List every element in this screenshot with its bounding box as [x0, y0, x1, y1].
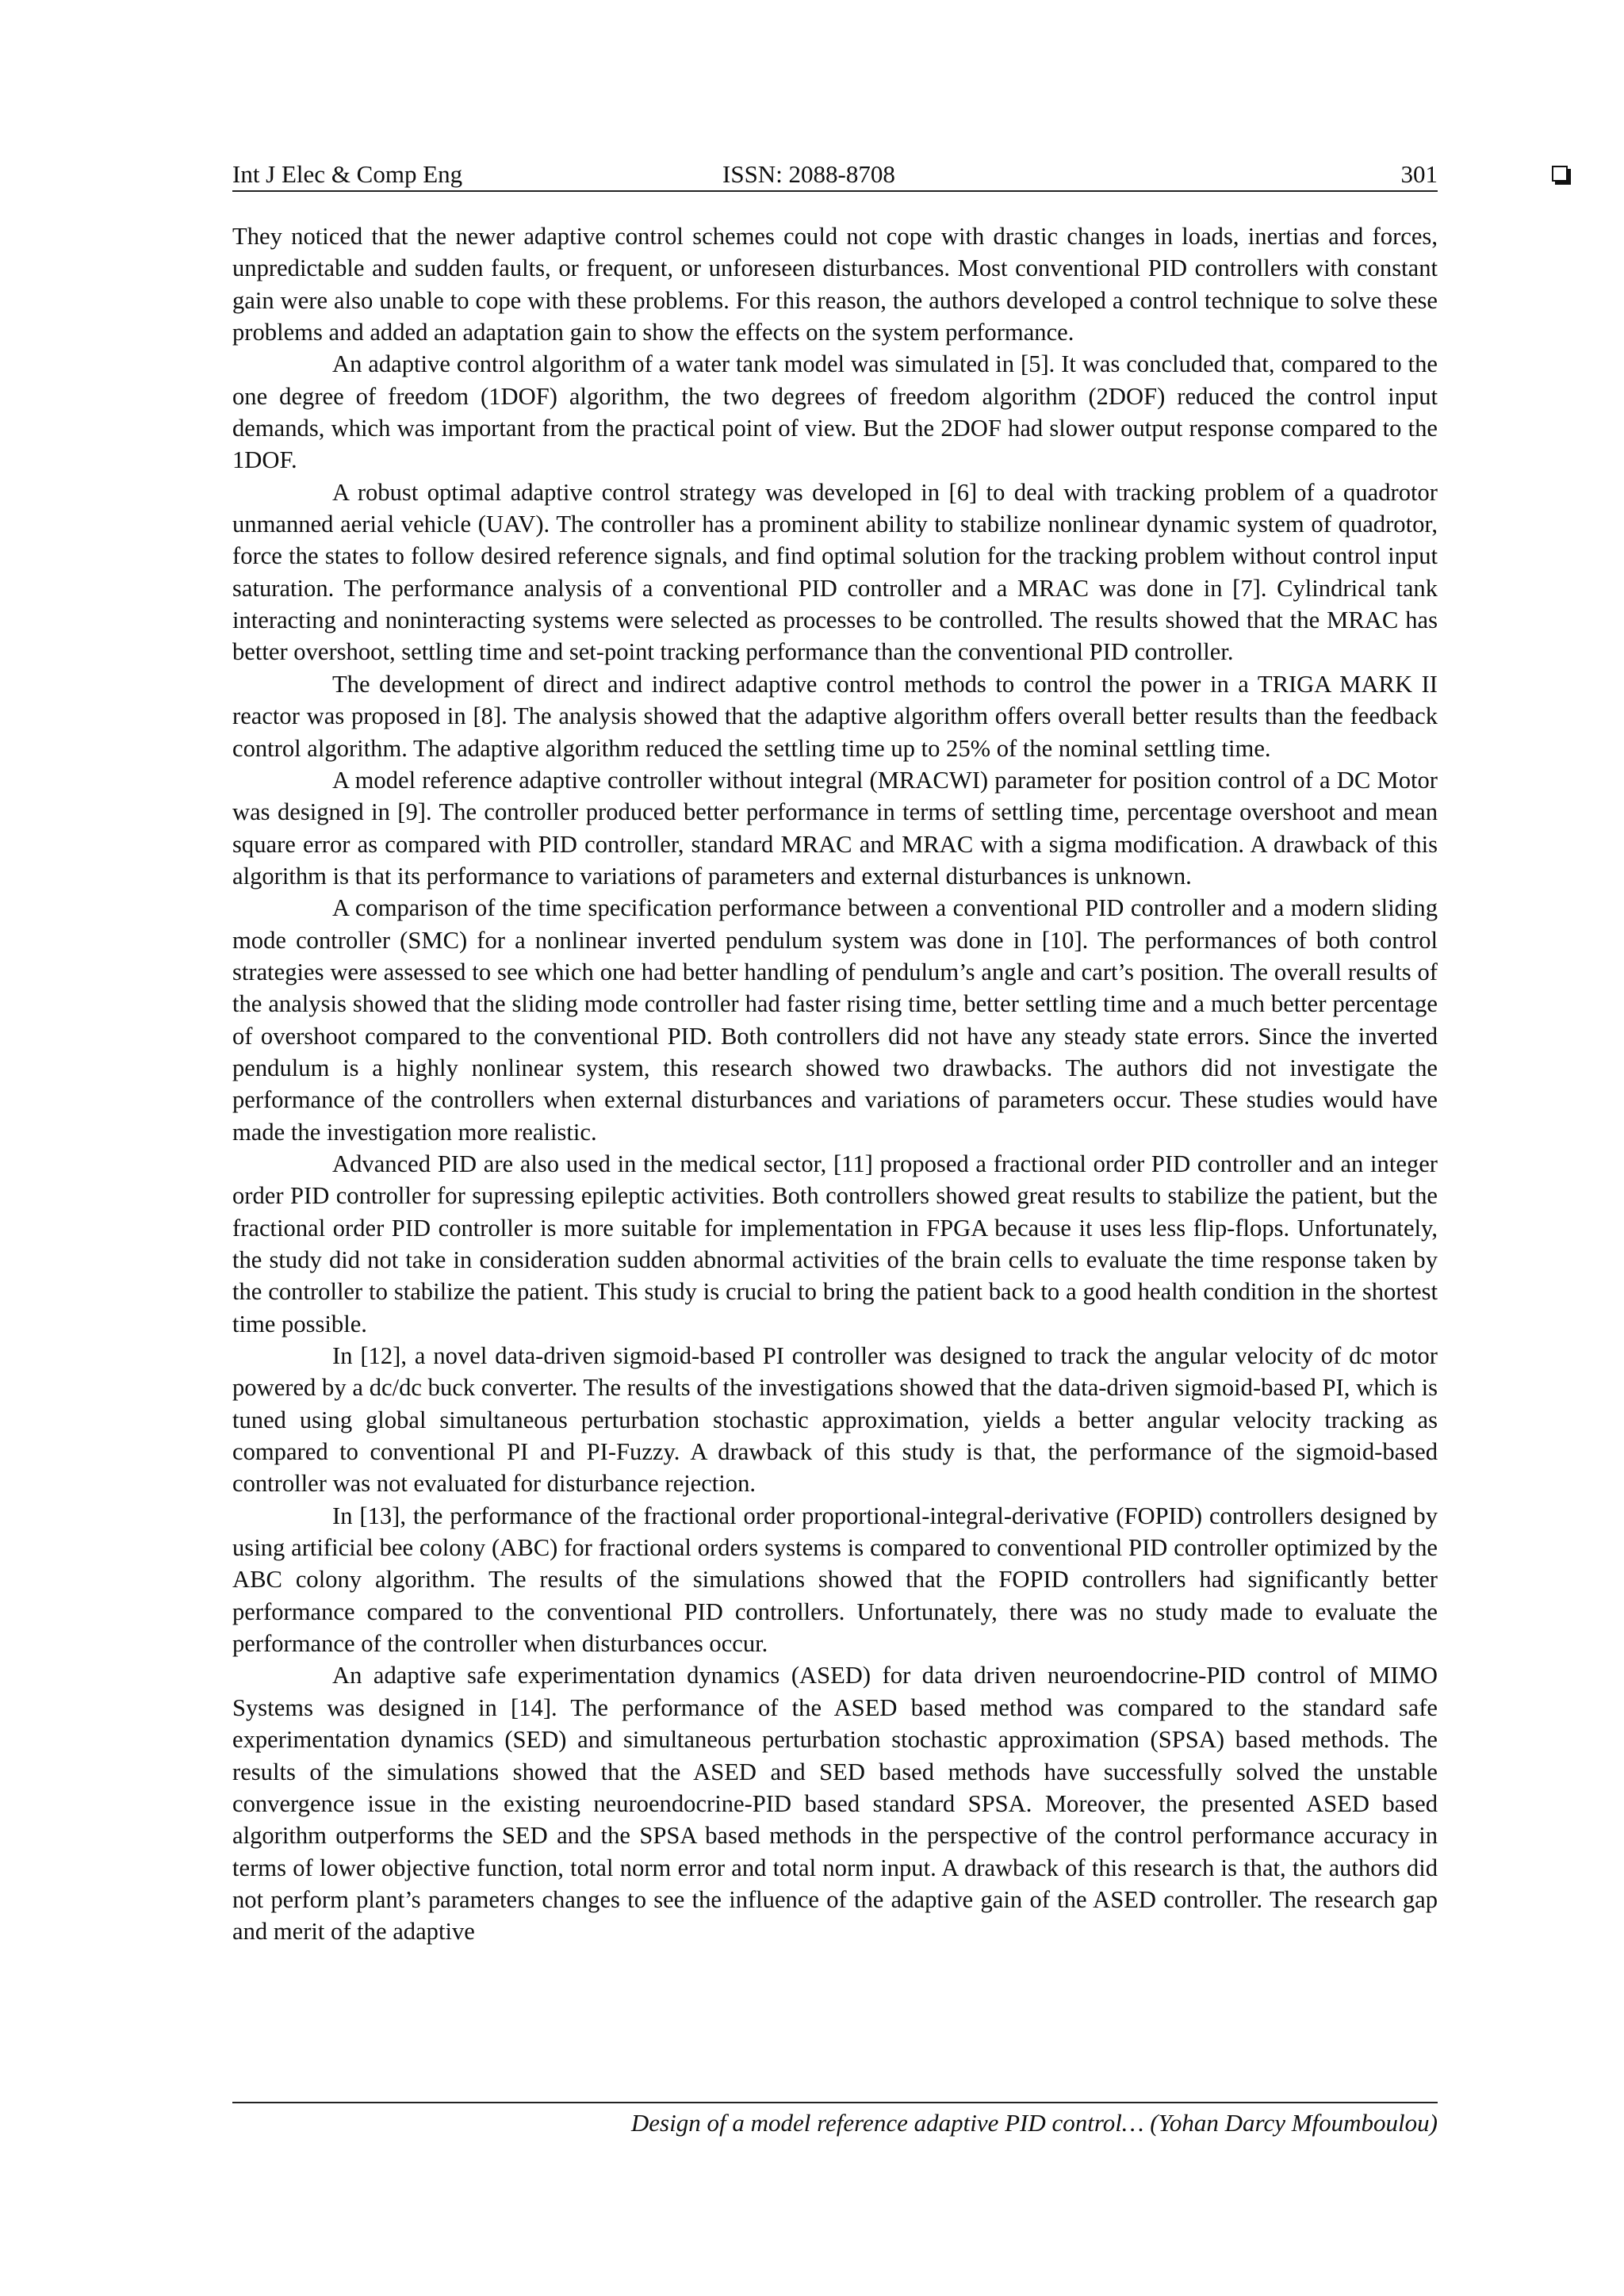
body-text: [232, 220, 1438, 1948]
paragraph-1: They noticed that the newer adaptive control schemes could not cope with drastic changes in loads, inertias and forces, unpredictable and sudden faults, or frequent, or unforeseen disturbances. Most conventional PID controllers with constant gain were also unable to cope with these problems. For this reason, the authors developed a control technique to solve these problems and added an adaptation gain to show the effects on the system performance.: [232, 223, 1438, 346]
journal-name: Int J Elec & Comp Eng: [232, 160, 463, 188]
paragraph-4: The development of direct and indirect adaptive control methods to control the power in a TRIGA MARK II reactor was proposed in [8]. The analysis showed that the adaptive algorithm offers overall better results than the feedback control algorithm. The adaptive algorithm reduced the settling time up to 25% of the nominal settling time.: [232, 670, 1438, 762]
header-divider: [232, 190, 1438, 192]
paragraph-8: In [12], a novel data-driven sigmoid-based PI controller was designed to track the angular velocity of dc motor powered by a dc/dc buck converter. The results of the investigations showed that the data-driven sigmoid-based PI, which is tuned using global simultaneous perturbation stochastic approximation, yields a better angular velocity tracking as compared to conventional PI and PI-Fuzzy. A drawback of this study is that, the performance of the sigmoid-based controller was not evaluated for disturbance rejection.: [232, 1342, 1438, 1498]
issn-label: ISSN: 2088-8708: [722, 160, 895, 188]
paragraph-5: A model reference adaptive controller without integral (MRACWI) parameter for position control of a DC Motor was designed in [9]. The controller produced better performance in terms of settling time, percentage overshoot and mean square error as compared with PID controller, standard MRAC and MRAC with a sigma modification. A drawback of this algorithm is that its performance to variations of parameters and external disturbances is unknown.: [232, 766, 1438, 890]
page-header: [232, 155, 1438, 193]
footer-divider: [232, 2102, 1438, 2103]
paragraph-6: A comparison of the time specification performance between a conventional PID controller and a modern sliding mode controller (SMC) for a nonlinear inverted pendulum system was done in [10]. The performances of both control strategies were assessed to see which one had better handling of pendulum’s angle and cart’s position. The overall results of the analysis showed that the sliding mode controller had faster rising time, better settling time and a much better percentage of overshoot compared to the conventional PID. Both controllers did not have any steady state errors. Since the inverted pendulum is a highly nonlinear system, this research showed two drawbacks. The authors did not investigate the performance of the controllers when external disturbances and variations of parameters occur. These studies would have made the investigation more realistic.: [232, 894, 1438, 1146]
paragraph-9: In [13], the performance of the fractional order proportional-integral-derivative (FOPID) controllers designed by using artificial bee colony (ABC) for fractional orders systems is compared to conventional PID controller optimized by the ABC colony algorithm. The results of the simulations showed that the FOPID controllers had significantly better performance compared to the conventional PID controllers. Unfortunately, there was no study made to evaluate the performance of the controller when disturbances occur.: [232, 1502, 1438, 1658]
paragraph-7: Advanced PID are also used in the medical sector, [11] proposed a fractional order PID controller and an integer order PID controller for supressing epileptic activities. Both controllers showed great results to stabilize the patient, but the fractional order PID controller is more suitable for implementation in FPGA because it uses less flip-flops. Unfortunately, the study did not take in consideration sudden abnormal activities of the brain cells to evaluate the time response taken by the controller to stabilize the patient. This study is crucial to bring the patient back to a good health condition in the shortest time possible.: [232, 1150, 1438, 1337]
paragraph-10: An adaptive safe experimentation dynamics (ASED) for data driven neuroendocrine-PID control of MIMO Systems was designed in [14]. The performance of the ASED based method was compared to the standard safe experimentation dynamics (SED) and simultaneous perturbation stochastic approximation (SPSA) based methods. The results of the simulations showed that the ASED and SED based methods have successfully solved the unstable convergence issue in the existing neuroendocrine-PID based standard SPSA. Moreover, the presented ASED based algorithm outperforms the SED and the SPSA based methods in the perspective of the control performance accuracy in terms of lower objective function, total norm error and total norm input. A drawback of this research is that, the authors did not perform plant’s parameters changes to see the influence of the adaptive gain of the ASED controller. The research gap and merit of the adaptive: [232, 1662, 1438, 1946]
page-number: 301: [1400, 160, 1438, 188]
square-bullet-icon: [1552, 166, 1568, 182]
running-title: Design of a model reference adaptive PID control… (Yohan Darcy Mfoumboulou): [630, 2109, 1438, 2137]
paragraph-2: An adaptive control algorithm of a water tank model was simulated in [5]. It was concluded that, compared to the one degree of freedom (1DOF) algorithm, the two degrees of freedom algorithm (2DOF) reduced the control input demands, which was important from the practical point of view. But the 2DOF had slower output response compared to the 1DOF.: [232, 350, 1438, 474]
paragraph-3: A robust optimal adaptive control strategy was developed in [6] to deal with tracking problem of a quadrotor unmanned aerial vehicle (UAV). The controller has a prominent ability to stabilize nonlinear dynamic system of quadrotor, force the states to follow desired reference signals, and find optimal solution for the tracking problem without control input saturation. The performance analysis of a conventional PID controller and a MRAC was done in [7]. Cylindrical tank interacting and noninteracting systems were selected as processes to be controlled. The results showed that the MRAC has better overshoot, settling time and set-point tracking performance than the conventional PID controller.: [232, 478, 1438, 666]
